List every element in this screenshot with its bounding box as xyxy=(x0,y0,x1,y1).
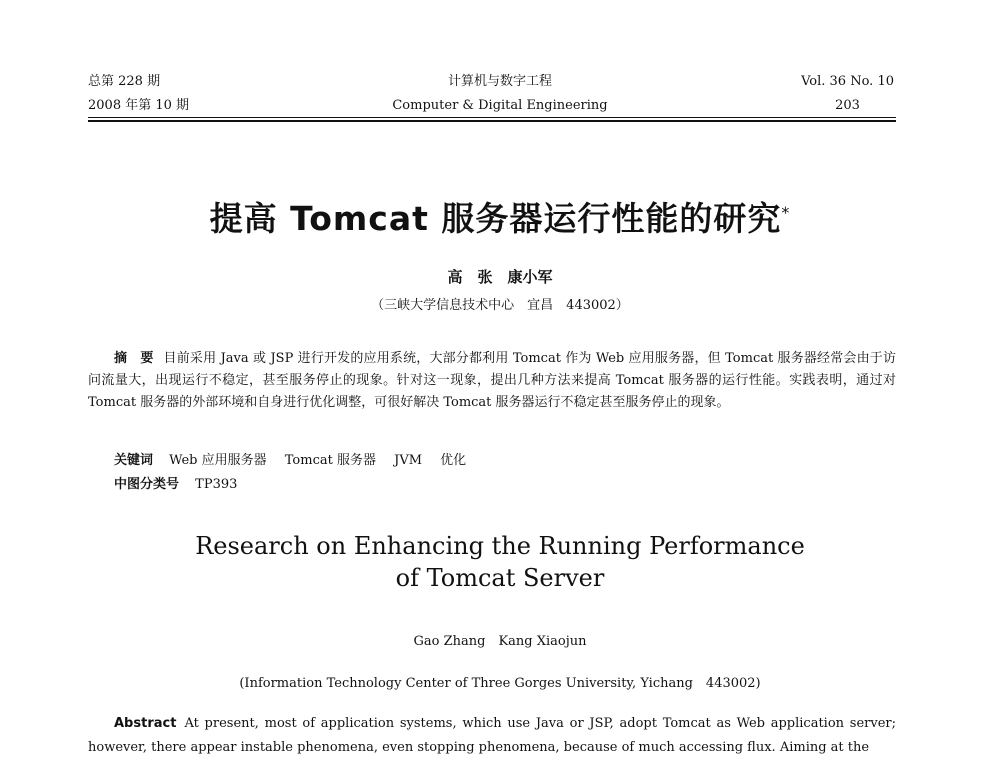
keywords-label: 关键词 xyxy=(114,453,154,468)
paper-title-en-line2: of Tomcat Server xyxy=(395,564,605,592)
keyword: JVM xyxy=(394,453,423,468)
authors-en: Gao Zhang Kang Xiaojun xyxy=(413,634,587,649)
abstract-en-label: Abstract xyxy=(114,716,177,731)
keyword: Web 应用服务器 xyxy=(169,453,267,468)
paper-title-en-line1: Research on Enhancing the Running Performance xyxy=(195,532,805,560)
keyword: Tomcat 服务器 xyxy=(284,453,376,468)
authors-cn: 高 张 康小军 xyxy=(447,268,553,286)
total-issue: 总第 228 期 xyxy=(88,74,161,89)
keywords xyxy=(114,450,480,472)
abstract-en xyxy=(88,712,896,760)
footnote-mark: * xyxy=(781,203,791,222)
affiliation-cn: （三峡大学信息技术中心 宜昌 443002） xyxy=(371,298,629,313)
paper-title-cn-text: 提高 Tomcat 服务器运行性能的研究 xyxy=(209,199,782,238)
journal-name-cn: 计算机与数字工程 xyxy=(447,74,552,89)
volume-info xyxy=(801,70,894,118)
classification-value: TP393 xyxy=(195,477,238,492)
abstract-cn-label: 摘 要 xyxy=(114,351,154,366)
abstract-cn xyxy=(88,348,896,414)
header-rule-thick xyxy=(88,120,896,122)
abstract-en-text: At present, most of application systems, which use Java or JSP, adopt Tomcat as Web application server; however, there appear instable phenomena, even stopping phenomena, because of much accessing flux. Aiming at the xyxy=(88,716,896,755)
year-issue: 2008 年第 10 期 xyxy=(88,98,190,113)
affiliation-en: (Information Technology Center of Three Gorges University, Yichang 443002) xyxy=(239,676,761,691)
paper-title-en xyxy=(0,530,1000,594)
paper-title-cn xyxy=(0,188,1000,244)
journal-name-en: Computer & Digital Engineering xyxy=(392,98,608,113)
keyword: 优化 xyxy=(440,453,467,468)
header-rule-thin xyxy=(88,117,896,118)
classification-label: 中图分类号 xyxy=(114,477,180,492)
classification xyxy=(114,474,237,496)
page-number: 203 xyxy=(835,98,860,113)
abstract-cn-text: 目前采用 Java 或 JSP 进行开发的应用系统，大部分都利用 Tomcat 作为 Web 应用服务器，但 Tomcat 服务器经常会由于访问流量大，出现运行不稳定，甚至服务停止的现象。针对这一现象，提出几种方法来提高 Tomcat 服务器的运行性能。实践表明，通过对 Tomcat 服务器的外部环境和自身进行优化调整，可很好解决 Tomcat 服务器运行不稳定甚至服务停止的现象。 xyxy=(88,351,896,410)
volume-number: Vol. 36 No. 10 xyxy=(801,74,894,89)
